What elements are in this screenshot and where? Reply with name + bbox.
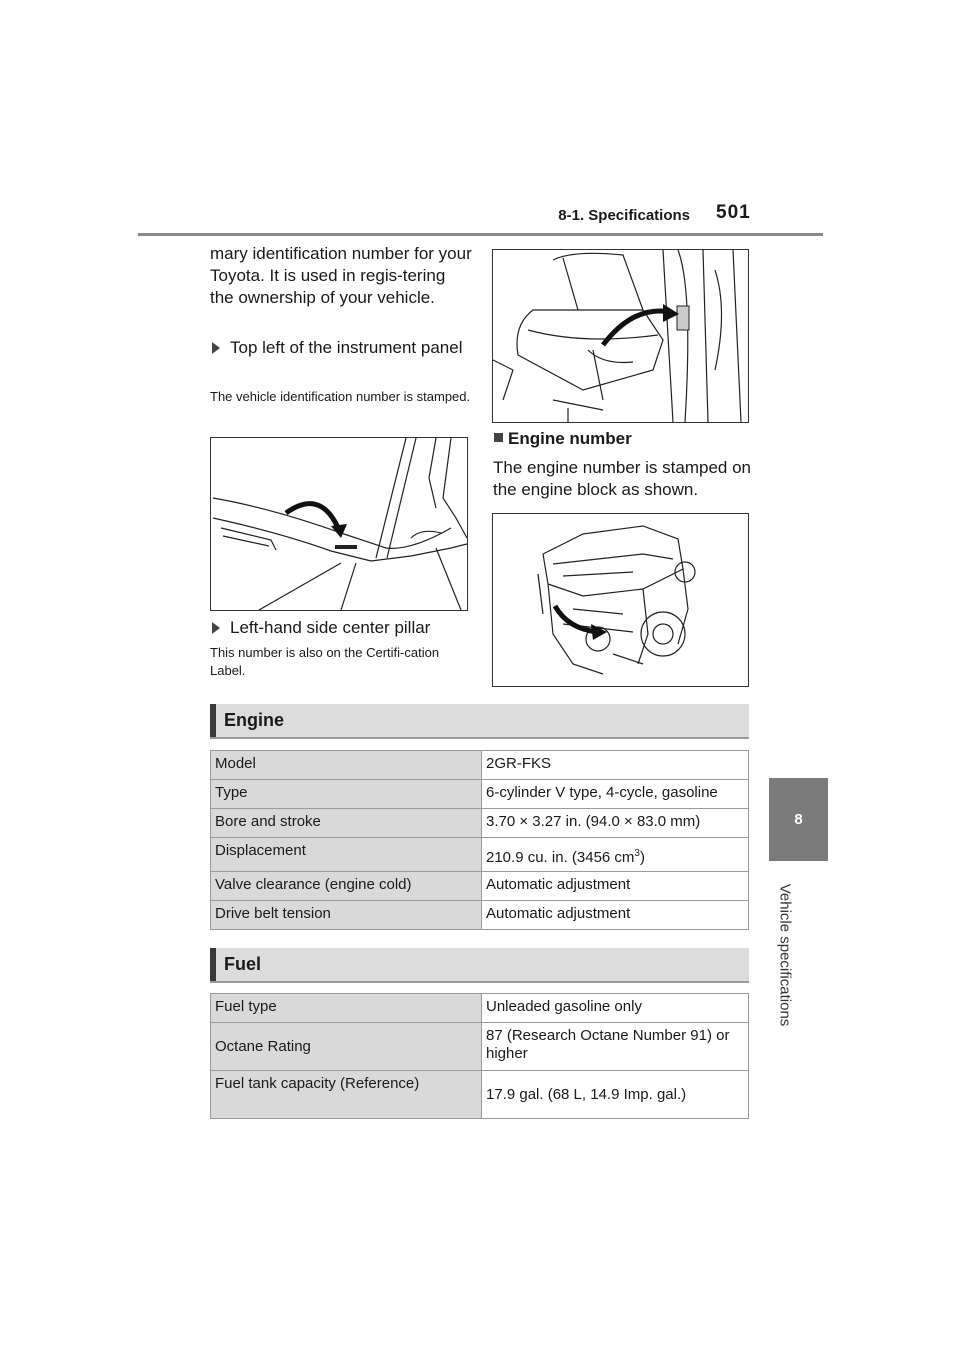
spec-value: Automatic adjustment <box>482 872 749 901</box>
section-title: 8-1. Specifications <box>558 207 690 224</box>
bullet-text: Top left of the instrument panel <box>230 338 463 357</box>
spec-value <box>482 838 749 872</box>
heading-engine-number-text: Engine number <box>508 429 632 448</box>
bullet-instrument-panel <box>212 337 472 359</box>
fuel-spec-table <box>210 993 749 1119</box>
figure-engine-block <box>492 513 749 687</box>
table-row <box>211 1023 749 1071</box>
spec-value: 2GR-FKS <box>482 751 749 780</box>
section-marker <box>210 948 216 981</box>
note-vin-stamped: The vehicle identification number is stamped. <box>210 389 471 404</box>
arrow-bullet-icon <box>212 622 220 634</box>
seat-pillar-illustration <box>493 250 748 422</box>
table-row <box>211 872 749 901</box>
spec-key: Fuel type <box>211 994 482 1023</box>
spec-value: 87 (Research Octane Number 91) or higher <box>482 1023 749 1071</box>
spec-value: Unleaded gasoline only <box>482 994 749 1023</box>
intro-paragraph: mary identification number for your Toyota. It is used in regis-tering the ownership of your vehicle. <box>210 244 472 307</box>
heading-engine-number <box>494 429 632 449</box>
spec-key: Octane Rating <box>211 1023 482 1071</box>
table-row <box>211 994 749 1023</box>
arrow-bullet-icon <box>212 342 220 354</box>
engine-block-illustration <box>493 514 748 686</box>
table-row <box>211 780 749 809</box>
spec-key: Valve clearance (engine cold) <box>211 872 482 901</box>
bullet-center-pillar <box>212 617 472 639</box>
spec-key: Type <box>211 780 482 809</box>
table-row <box>211 809 749 838</box>
square-bullet-icon <box>494 433 503 442</box>
spec-key: Bore and stroke <box>211 809 482 838</box>
figure-instrument-panel <box>210 437 468 611</box>
spec-key: Drive belt tension <box>211 901 482 930</box>
section-marker <box>210 704 216 737</box>
spec-key: Displacement <box>211 838 482 872</box>
spec-key: Fuel tank capacity (Reference) <box>211 1071 482 1119</box>
note-certification-label: This number is also on the Certifi-cation Label. <box>210 645 440 678</box>
spec-value: 17.9 gal. (68 L, 14.9 Imp. gal.) <box>482 1071 749 1119</box>
engine-spec-table <box>210 750 749 930</box>
page-number: 501 <box>716 202 751 223</box>
chapter-label-text: Vehicle specifications <box>776 883 794 1027</box>
figure-center-pillar <box>492 249 749 423</box>
spec-value: 3.70 × 3.27 in. (94.0 × 83.0 mm) <box>482 809 749 838</box>
spec-key: Model <box>211 751 482 780</box>
header-rule <box>138 233 823 236</box>
spec-value: Automatic adjustment <box>482 901 749 930</box>
spec-value-text: 210.9 cu. in. (3456 cm <box>486 849 635 866</box>
section-fuel-title: Fuel <box>224 954 262 974</box>
table-row <box>211 901 749 930</box>
section-engine-header <box>210 704 749 739</box>
chapter-tab: 8 <box>769 778 828 861</box>
spec-value: 6-cylinder V type, 4-cycle, gasoline <box>482 780 749 809</box>
instrument-panel-illustration <box>211 438 467 610</box>
section-engine-title: Engine <box>224 710 285 730</box>
section-fuel-header <box>210 948 749 983</box>
table-row <box>211 751 749 780</box>
table-row <box>211 1071 749 1119</box>
engine-number-paragraph: The engine number is stamped on the engine block as shown. <box>493 458 751 499</box>
spec-value-end: ) <box>639 849 645 866</box>
bullet-text: Left-hand side center pillar <box>230 618 431 637</box>
table-row <box>211 838 749 872</box>
chapter-label <box>770 870 800 1040</box>
spec-value-sup: 3 <box>634 848 640 859</box>
